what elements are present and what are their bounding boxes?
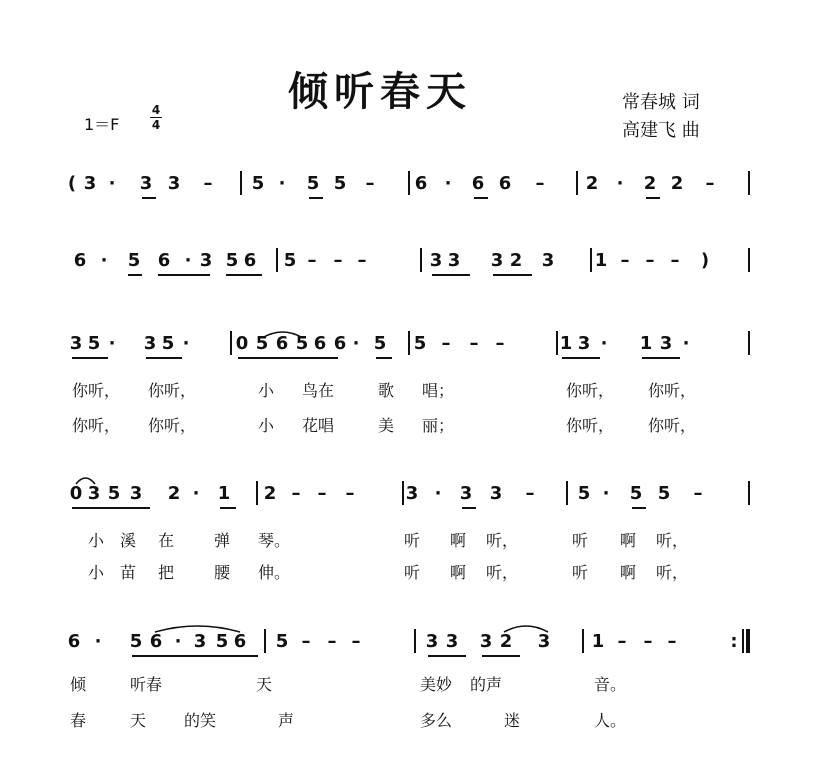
key-signature: 1＝F [84, 115, 120, 134]
note-glyph: 3 [143, 333, 157, 354]
note-glyph: 5 [577, 483, 591, 504]
note-glyph: · [94, 631, 102, 652]
lyric-verse-2: 听 [404, 563, 421, 582]
lyric-verse-1: 你听， [566, 381, 615, 400]
note-glyph: – [525, 483, 535, 504]
note-glyph: – [617, 631, 627, 652]
note-glyph: · [444, 173, 452, 194]
note-glyph: 3 [445, 631, 459, 652]
lyric-verse-2: 苗 [120, 563, 137, 582]
lyric-verse-2: 把 [158, 563, 175, 582]
lyric-verse-1: 倾 [70, 675, 87, 694]
lyric-verse-2: 你听， [648, 416, 697, 435]
note-glyph: – [345, 483, 355, 504]
note-glyph: – [203, 173, 213, 194]
note-glyph: 3 [129, 483, 143, 504]
note-glyph: 3 [429, 250, 443, 271]
lyric-verse-1: 弹 [214, 531, 231, 550]
note-glyph: · [602, 483, 610, 504]
note-glyph: 6 [243, 250, 257, 271]
lyric-verse-2: 迷 [504, 711, 521, 730]
lyric-verse-1: 你听， [648, 381, 697, 400]
note-glyph: 5 [129, 631, 143, 652]
note-glyph: 5 [255, 333, 269, 354]
note-glyph: – [307, 250, 317, 271]
note-glyph: 5 [275, 631, 289, 652]
lyric-verse-1: 歌 [378, 381, 395, 400]
note-glyph: 5 [87, 333, 101, 354]
note-glyph: 5 [295, 333, 309, 354]
lyric-verse-2: 你听， [72, 416, 121, 435]
lyric-verse-2: 人。 [594, 711, 627, 730]
note-glyph: 3 [459, 483, 473, 504]
note-glyph: 3 [577, 333, 591, 354]
note-glyph: – [365, 173, 375, 194]
lyric-verse-1: 天 [256, 675, 273, 694]
note-glyph: · [108, 333, 116, 354]
note-glyph: 3 [83, 173, 97, 194]
note-glyph: – [317, 483, 327, 504]
note-glyph: 5 [127, 250, 141, 271]
lyric-verse-1: 啊 [450, 531, 467, 550]
note-glyph: : [730, 631, 738, 652]
note-glyph: 3 [479, 631, 493, 652]
lyric-verse-2: 美 [378, 416, 395, 435]
note-glyph: 1 [594, 250, 608, 271]
lyricist-credit: 常春城 词 [622, 92, 700, 113]
note-glyph: 6 [149, 631, 163, 652]
note-glyph: 5 [283, 250, 297, 271]
time-signature-bottom: 4 [151, 118, 161, 132]
note-glyph: – [327, 631, 337, 652]
note-glyph: ( [67, 173, 77, 194]
note-glyph: · [174, 631, 182, 652]
note-glyph: · [184, 250, 192, 271]
note-glyph: – [705, 173, 715, 194]
lyric-verse-2: 丽； [422, 416, 455, 435]
note-glyph: 3 [69, 333, 83, 354]
lyric-verse-2: 春 [70, 711, 87, 730]
lyric-verse-1: 美妙 [420, 675, 453, 694]
note-glyph: 5 [107, 483, 121, 504]
note-glyph: · [600, 333, 608, 354]
note-glyph: 6 [414, 173, 428, 194]
note-glyph: – [535, 173, 545, 194]
note-glyph: · [192, 483, 200, 504]
lyric-verse-2: 伸。 [258, 563, 291, 582]
composer-credit: 高建飞 曲 [622, 120, 700, 141]
note-glyph: 5 [333, 173, 347, 194]
lyric-verse-1: 小 [258, 381, 275, 400]
lyric-verse-1: 溪 [120, 531, 137, 550]
note-glyph: 5 [657, 483, 671, 504]
note-glyph: – [441, 333, 451, 354]
note-glyph: 3 [139, 173, 153, 194]
note-glyph: · [108, 173, 116, 194]
lyric-verse-2: 你听， [566, 416, 615, 435]
note-glyph: 5 [251, 173, 265, 194]
note-glyph: – [645, 250, 655, 271]
lyric-verse-2: 小 [88, 563, 105, 582]
note-glyph: 5 [161, 333, 175, 354]
note-glyph: ) [700, 250, 710, 271]
note-glyph: 6 [471, 173, 485, 194]
lyric-verse-1: 的声 [470, 675, 503, 694]
note-glyph: 6 [73, 250, 87, 271]
note-glyph: 2 [167, 483, 181, 504]
note-glyph: 5 [413, 333, 427, 354]
note-glyph: 0 [235, 333, 249, 354]
note-glyph: 2 [509, 250, 523, 271]
lyric-verse-1: 你听， [148, 381, 197, 400]
lyric-verse-2: 小 [258, 416, 275, 435]
note-glyph: 1 [591, 631, 605, 652]
note-glyph: 3 [405, 483, 419, 504]
note-glyph: 3 [447, 250, 461, 271]
note-glyph: – [620, 250, 630, 271]
lyric-verse-1: 听， [486, 531, 519, 550]
note-glyph: 2 [499, 631, 513, 652]
note-glyph: 2 [643, 173, 657, 194]
lyric-verse-1: 音。 [594, 675, 627, 694]
note-glyph: 3 [537, 631, 551, 652]
note-glyph: 3 [87, 483, 101, 504]
note-glyph: 6 [333, 333, 347, 354]
note-glyph: · [682, 333, 690, 354]
lyric-verse-2: 啊 [450, 563, 467, 582]
lyric-verse-2: 听， [656, 563, 689, 582]
lyric-verse-2: 啊 [620, 563, 637, 582]
note-glyph: · [434, 483, 442, 504]
note-glyph: – [495, 333, 505, 354]
note-glyph: – [301, 631, 311, 652]
note-glyph: · [100, 250, 108, 271]
note-glyph: – [693, 483, 703, 504]
lyric-verse-2: 听， [486, 563, 519, 582]
slur-arc [76, 478, 95, 484]
note-glyph: · [352, 333, 360, 354]
lyric-verse-2: 天 [130, 711, 147, 730]
lyric-verse-1: 小 [88, 531, 105, 550]
lyric-verse-1: 啊 [620, 531, 637, 550]
note-glyph: 3 [167, 173, 181, 194]
note-glyph: – [670, 250, 680, 271]
note-glyph: – [643, 631, 653, 652]
lyric-verse-2: 听 [572, 563, 589, 582]
note-glyph: 1 [559, 333, 573, 354]
note-glyph: – [333, 250, 343, 271]
note-glyph: 3 [199, 250, 213, 271]
note-glyph: 5 [215, 631, 229, 652]
note-glyph: 6 [67, 631, 81, 652]
lyric-verse-1: 在 [158, 531, 175, 550]
time-signature-top: 4 [151, 103, 161, 117]
note-glyph: 6 [498, 173, 512, 194]
lyric-verse-1: 唱； [422, 381, 455, 400]
song-title: 倾听春天 [288, 69, 472, 115]
note-glyph: 3 [659, 333, 673, 354]
note-glyph: 1 [639, 333, 653, 354]
lyric-verse-2: 花唱 [302, 416, 335, 435]
note-glyph: 6 [233, 631, 247, 652]
lyric-verse-2: 腰 [214, 563, 231, 582]
note-glyph: 1 [217, 483, 231, 504]
slur-arc [262, 332, 303, 338]
note-glyph: · [616, 173, 624, 194]
note-glyph: 3 [425, 631, 439, 652]
lyric-verse-1: 鸟在 [302, 381, 335, 400]
lyric-verse-2: 的笑 [184, 711, 217, 730]
note-glyph: – [469, 333, 479, 354]
lyric-verse-1: 听， [656, 531, 689, 550]
slur-arc [504, 626, 548, 632]
note-glyph: – [357, 250, 367, 271]
lyric-verse-2: 你听， [148, 416, 197, 435]
note-glyph: 5 [225, 250, 239, 271]
note-glyph: 6 [157, 250, 171, 271]
lyric-verse-1: 听 [404, 531, 421, 550]
note-glyph: 5 [373, 333, 387, 354]
note-glyph: 6 [313, 333, 327, 354]
note-glyph: 0 [69, 483, 83, 504]
lyric-verse-2: 声 [278, 711, 295, 730]
note-glyph: 3 [541, 250, 555, 271]
note-glyph: · [182, 333, 190, 354]
note-glyph: 6 [275, 333, 289, 354]
note-glyph: 5 [306, 173, 320, 194]
note-glyph: – [351, 631, 361, 652]
note-glyph: 5 [629, 483, 643, 504]
note-glyph: 3 [489, 483, 503, 504]
note-glyph: – [291, 483, 301, 504]
lyric-verse-1: 你听， [72, 381, 121, 400]
lyric-verse-1: 听 [572, 531, 589, 550]
note-glyph: – [667, 631, 677, 652]
lyric-verse-2: 多么 [420, 711, 453, 730]
lyric-verse-1: 听春 [130, 675, 163, 694]
note-glyph: 3 [193, 631, 207, 652]
lyric-verse-1: 琴。 [258, 531, 291, 550]
note-glyph: 2 [263, 483, 277, 504]
note-glyph: 2 [670, 173, 684, 194]
note-glyph: 3 [490, 250, 504, 271]
note-glyph: · [278, 173, 286, 194]
slur-arc [155, 626, 240, 632]
note-glyph: 2 [585, 173, 599, 194]
